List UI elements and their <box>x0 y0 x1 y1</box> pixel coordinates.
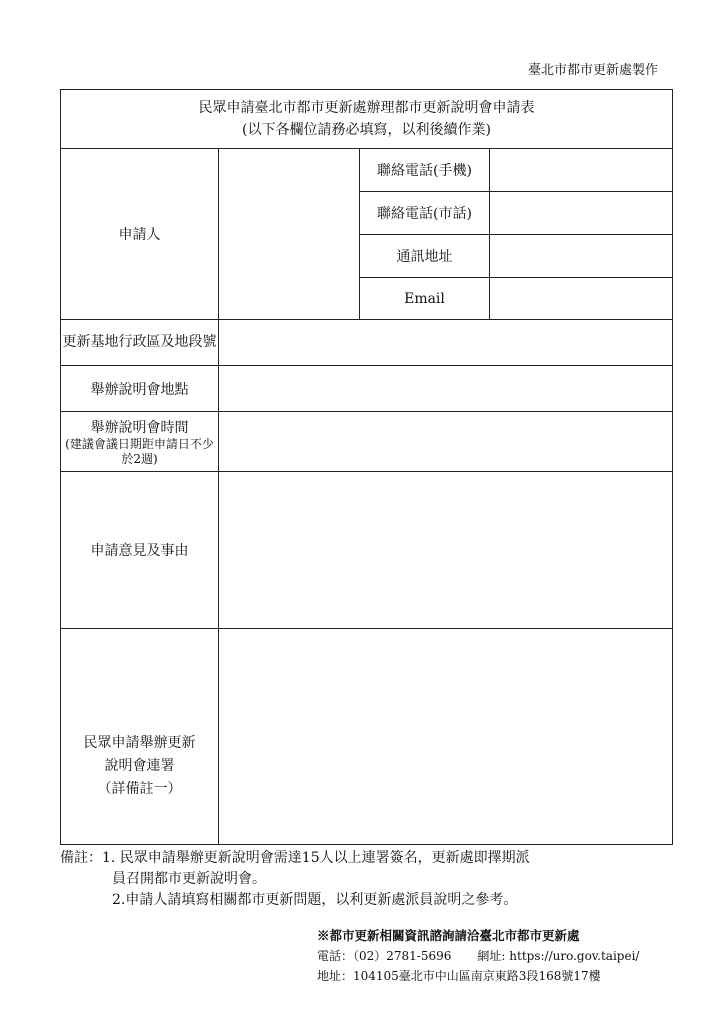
notes-prefix: 備註： <box>60 850 102 866</box>
email-label: Email <box>360 278 490 320</box>
contact-address: 地址：104105臺北市中山區南京東路3段168號17樓 <box>317 969 601 983</box>
form-title-cell <box>61 90 673 149</box>
site-label: 更新基地行政區及地段號 <box>61 320 219 366</box>
form-subtitle: (以下各欄位請務必填寫，以利後續作業) <box>242 122 491 138</box>
site-field[interactable] <box>219 320 673 366</box>
petition-signature-field[interactable] <box>219 629 673 845</box>
form-title: 民眾申請臺北市都市更新處辦理都市更新說明會申請表 <box>198 100 535 116</box>
mobile-field[interactable] <box>490 149 673 192</box>
email-field[interactable] <box>490 278 673 320</box>
applicant-name-field[interactable] <box>219 149 360 320</box>
contact-line: ※都市更新相關資訊諮詢請洽臺北市都市更新處 <box>317 928 580 943</box>
site-row <box>61 320 673 366</box>
contact-phone-website <box>317 946 639 966</box>
note-item-1-line-2: 員召開都市更新說明會。 <box>112 871 266 887</box>
note-item-1-text: 1. 民眾申請舉辦更新說明會需達15人以上連署簽名，更新處即擇期派 <box>102 850 530 866</box>
notes-block <box>60 848 680 911</box>
petition-row <box>61 629 673 845</box>
time-field[interactable] <box>219 412 673 472</box>
phone-label: 聯絡電話(市話) <box>360 192 490 235</box>
time-label: 舉辦說明會時間 <box>90 419 189 436</box>
title-row <box>61 90 673 149</box>
phone-field[interactable] <box>490 192 673 235</box>
reason-row <box>61 472 673 629</box>
time-note: (建議會議日期距申請日不少於2週) <box>65 436 214 466</box>
reason-label: 申請意見及事由 <box>61 472 219 629</box>
applicant-row-mobile <box>61 149 673 192</box>
contact-phone: 電話：（02）2781-5696 <box>317 949 452 963</box>
reason-field[interactable] <box>219 472 673 629</box>
petition-label-line1: 民眾申請舉辦更新 <box>83 735 196 751</box>
time-label-cell <box>61 412 219 472</box>
address-field[interactable] <box>490 235 673 278</box>
venue-field[interactable] <box>219 366 673 412</box>
time-row <box>61 412 673 472</box>
address-label: 通訊地址 <box>360 235 490 278</box>
venue-label: 舉辦說明會地點 <box>61 366 219 412</box>
petition-label-cell <box>61 629 219 845</box>
contact-website[interactable]: 網址: https://uro.gov.taipei/ <box>477 949 640 963</box>
venue-row <box>61 366 673 412</box>
petition-label-line2: 說明會連署 <box>104 758 175 774</box>
contact-footer <box>317 926 639 986</box>
note-item-1-line-1 <box>60 848 680 869</box>
mobile-label: 聯絡電話(手機) <box>360 149 490 192</box>
petition-label-line3: （詳備註一） <box>97 781 182 797</box>
note-item-2: 2.申請人請填寫相關都市更新問題，以利更新處派員說明之參考。 <box>112 892 518 908</box>
application-form-table <box>60 89 673 845</box>
form-maker-label: 臺北市都市更新處製作 <box>527 63 658 78</box>
applicant-label: 申請人 <box>61 149 219 320</box>
